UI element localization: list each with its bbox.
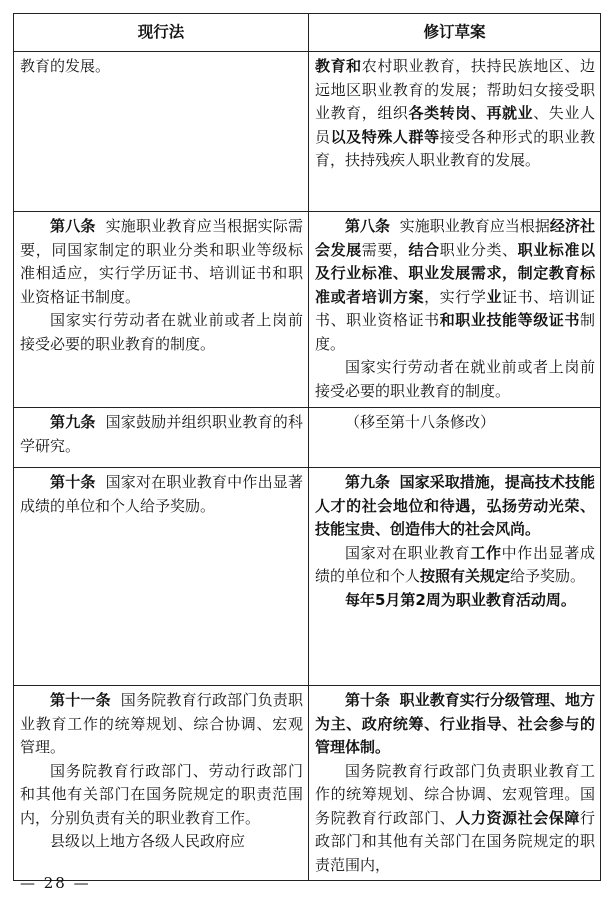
cell-text: 国务院教育行政部门、劳动行政部门和其他有关部门在国务院规定的职责范围内，分别负责有关的职业教育工作。 bbox=[20, 761, 303, 827]
current-law-cell bbox=[14, 686, 309, 881]
table-row bbox=[14, 686, 601, 881]
header-current-law: 现行法 bbox=[14, 14, 309, 52]
amendment-cell bbox=[309, 212, 601, 408]
current-law-cell bbox=[14, 408, 309, 468]
cell-text: 第十条 国家对在职业教育中作出显著成绩的单位和个人给予奖励。 bbox=[20, 473, 303, 515]
cell-text: 第十条 职业教育实行分级管理、地方为主、政府统筹、行业指导、社会参与的管理体制。 bbox=[315, 691, 595, 756]
cell-text: 国务院教育行政部门负责职业教育工作的统筹规划、综合协调、宏观管理。国务院教育行政部门、人力资源社会保障行政部门和其他有关部门在国务院规定的职责范围内， bbox=[315, 761, 595, 874]
header-row bbox=[14, 14, 601, 52]
cell-text: 教育的发展。 bbox=[20, 57, 111, 75]
cell-text: 国家实行劳动者在就业前或者上岗前接受必要的职业教育的制度。 bbox=[315, 358, 595, 400]
cell-text: 教育和农村职业教育，扶持民族地区、边远地区职业教育的发展；帮助妇女接受职业教育，组织各类转岗、再就业、失业人员以及特殊人群等接受各种形式的职业教育，扶持残疾人职业教育的发展。 bbox=[315, 57, 595, 169]
cell-text: 第十一条 国务院教育行政部门负责职业教育工作的统筹规划、综合协调、宏观管理。 bbox=[20, 691, 303, 756]
cell-text: （移至第十八条修改） bbox=[345, 413, 496, 431]
amendment-cell bbox=[309, 408, 601, 468]
current-law-cell bbox=[14, 52, 309, 212]
cell-text: 第八条 实施职业教育应当根据经济社会发展需要，结合职业分类、职业标准以及行业标准、职业发展需求，制定教育标准或者培训方案，实行学业证书、培训证书、职业资格证书和职业技能等级证书制度。 bbox=[315, 217, 595, 353]
table-row bbox=[14, 468, 601, 686]
table-row bbox=[14, 52, 601, 212]
cell-text: 县级以上地方各级人民政府应 bbox=[50, 832, 246, 850]
table-row bbox=[14, 212, 601, 408]
current-law-cell bbox=[14, 212, 309, 408]
amendment-cell bbox=[309, 686, 601, 881]
current-law-cell bbox=[14, 468, 309, 686]
cell-text: 第九条 国家鼓励并组织职业教育的科学研究。 bbox=[20, 413, 303, 455]
page-number: — 28 — bbox=[20, 874, 91, 892]
cell-text: 第八条 实施职业教育应当根据实际需要，同国家制定的职业分类和职业等级标准相适应，实行学历证书、培训证书和职业资格证书制度。 bbox=[20, 217, 303, 306]
cell-text: 国家对在职业教育工作中作出显著成绩的单位和个人按照有关规定给予奖励。 bbox=[315, 543, 595, 585]
amendment-cell bbox=[309, 468, 601, 686]
comparison-table bbox=[13, 13, 601, 881]
cell-text: 国家实行劳动者在就业前或者上岗前接受必要的职业教育的制度。 bbox=[20, 311, 303, 353]
header-amendment-draft: 修订草案 bbox=[309, 14, 601, 52]
amendment-cell bbox=[309, 52, 601, 212]
cell-text: 每年5月第2周为职业教育活动周。 bbox=[345, 590, 576, 609]
table-row bbox=[14, 408, 601, 468]
cell-text: 第九条 国家采取措施，提高技术技能人才的社会地位和待遇，弘扬劳动光荣、技能宝贵、创造伟大的社会风尚。 bbox=[315, 473, 595, 538]
